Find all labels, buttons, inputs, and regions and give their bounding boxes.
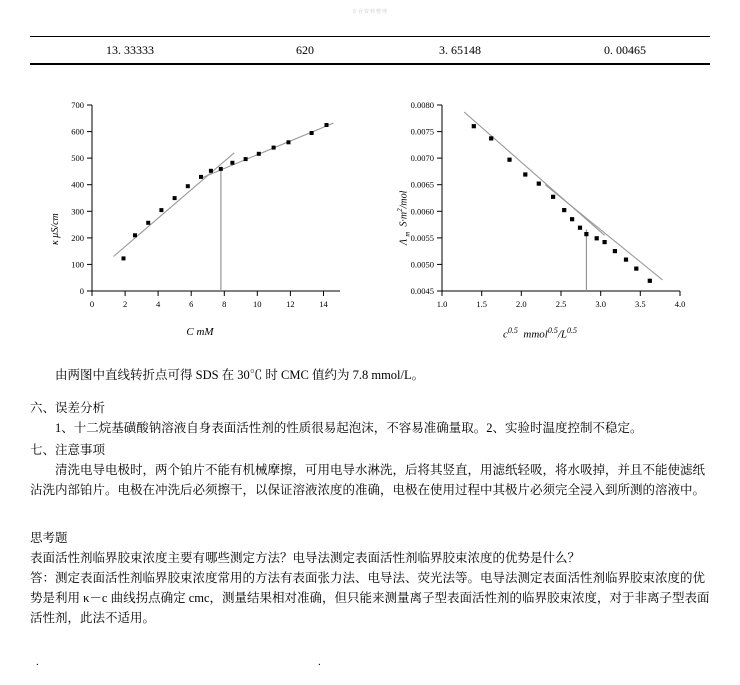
- svg-text:300: 300: [71, 206, 84, 217]
- svg-text:700: 700: [71, 100, 84, 110]
- svg-text:1.0: 1.0: [436, 299, 448, 309]
- svg-text:100: 100: [71, 259, 84, 270]
- svg-text:2.0: 2.0: [515, 299, 527, 309]
- chart-lambda-vs-sqrtc: [380, 95, 700, 341]
- chart-right-ylabel: Λ $_m$ $S\cdot m^2$/mol: [396, 190, 412, 245]
- watermark: 专业资料整理: [351, 10, 388, 15]
- svg-text:3.5: 3.5: [634, 299, 646, 309]
- svg-text:1.5: 1.5: [476, 299, 488, 309]
- section6-title: 六、误差分析: [30, 401, 106, 415]
- charts-container: [0, 95, 740, 341]
- question-text: 表面活性剂临界胶束浓度主要有哪些测定方法？电导法测定表面活性剂临界胶束浓度的优势是什么？: [30, 551, 581, 565]
- section-notes: [30, 440, 710, 500]
- svg-text:0.0080: 0.0080: [410, 100, 434, 110]
- section6-text: 1、十二烷基磺酸钠溶液自身表面活性剂的性质很易起泡沫，不容易准确量取。2、实验时温度控制不稳定。: [55, 421, 643, 435]
- svg-text:12: 12: [286, 299, 295, 309]
- svg-text:0: 0: [89, 299, 95, 309]
- svg-text:0.0075: 0.0075: [410, 126, 434, 137]
- svg-text:200: 200: [71, 232, 84, 243]
- svg-text:4: 4: [155, 299, 161, 309]
- svg-text:0.0065: 0.0065: [410, 179, 434, 190]
- svg-text:400: 400: [71, 179, 84, 190]
- cell-value-2: 620: [296, 42, 314, 57]
- cell-value-4: 0. 00465: [604, 42, 646, 57]
- section7-text: 清洗电导电极时，两个铂片不能有机械摩擦，可用电导水淋洗，后将其竖直，用滤纸轻吸，将水吸掉，并且不能使滤纸沾洗内部铂片。电极在冲洗后必须擦干，以保证溶液浓度的准确，电极在使用过程中其极片必须完全浸入到所测的溶液中。: [30, 463, 706, 497]
- conclusion-paragraph: [30, 365, 710, 385]
- xlabel-text: c: [502, 328, 508, 341]
- svg-text:8: 8: [222, 299, 227, 309]
- chart-left-svg: [40, 95, 360, 325]
- svg-text:0.0070: 0.0070: [410, 153, 434, 164]
- chart-right-svg: [380, 95, 700, 325]
- cell-value-3: 3. 65148: [439, 42, 481, 57]
- svg-text:0.0055: 0.0055: [410, 232, 434, 243]
- svg-text:4.0: 4.0: [674, 299, 686, 309]
- svg-text:10: 10: [253, 299, 262, 309]
- section-questions: [30, 528, 710, 628]
- svg-text:3.0: 3.0: [595, 299, 607, 309]
- footer-center-dot: .: [318, 656, 321, 668]
- cell-value-1: 13. 33333: [106, 42, 154, 57]
- table-row: [30, 37, 710, 63]
- answer-text: 答：测定表面活性剂临界胶束浓度常用的方法有表面张力法、电导法、荧光法等。电导法测定表面活性剂临界胶束浓度的优势是利用 κ－c 曲线拐点确定 cmc，测量结果相对准确，但只能来测量离子型表面活性剂的临界胶束浓度，对于非离子型表面活性剂，此法不适用。: [30, 571, 710, 625]
- svg-text:0.0060: 0.0060: [410, 206, 434, 217]
- svg-text:2: 2: [122, 299, 128, 309]
- conclusion-text: 由两图中直线转折点可得 SDS 在 30℃ 时 CMC 值约为 7.8 mmol/L。: [55, 368, 425, 382]
- svg-text:600: 600: [71, 126, 84, 137]
- chart-left-ylabel: κ μS/cm: [50, 213, 61, 245]
- footer-left-dot: .: [36, 656, 39, 668]
- chart-right-xlabel: $c^{0.5}$ $mmol^{0.5}/L^{0.5}$: [502, 326, 578, 341]
- svg-text:0: 0: [79, 286, 84, 296]
- data-points: [122, 123, 329, 260]
- svg-text:500: 500: [71, 153, 84, 164]
- section-error-analysis: [30, 398, 710, 438]
- section7-title: 七、注意事项: [30, 443, 106, 457]
- table-bottom-rule: [30, 63, 710, 65]
- svg-text:2.5: 2.5: [555, 299, 567, 309]
- chart-kappa-vs-c: [40, 95, 360, 338]
- svg-text:0.0050: 0.0050: [410, 259, 434, 270]
- svg-text:6: 6: [189, 299, 194, 309]
- chart-left-xlabel: C mM: [186, 326, 214, 338]
- svg-text:14: 14: [319, 299, 328, 309]
- svg-text:0.0045: 0.0045: [410, 286, 434, 296]
- data-table: [30, 36, 710, 65]
- think-title: 思考题: [30, 531, 68, 545]
